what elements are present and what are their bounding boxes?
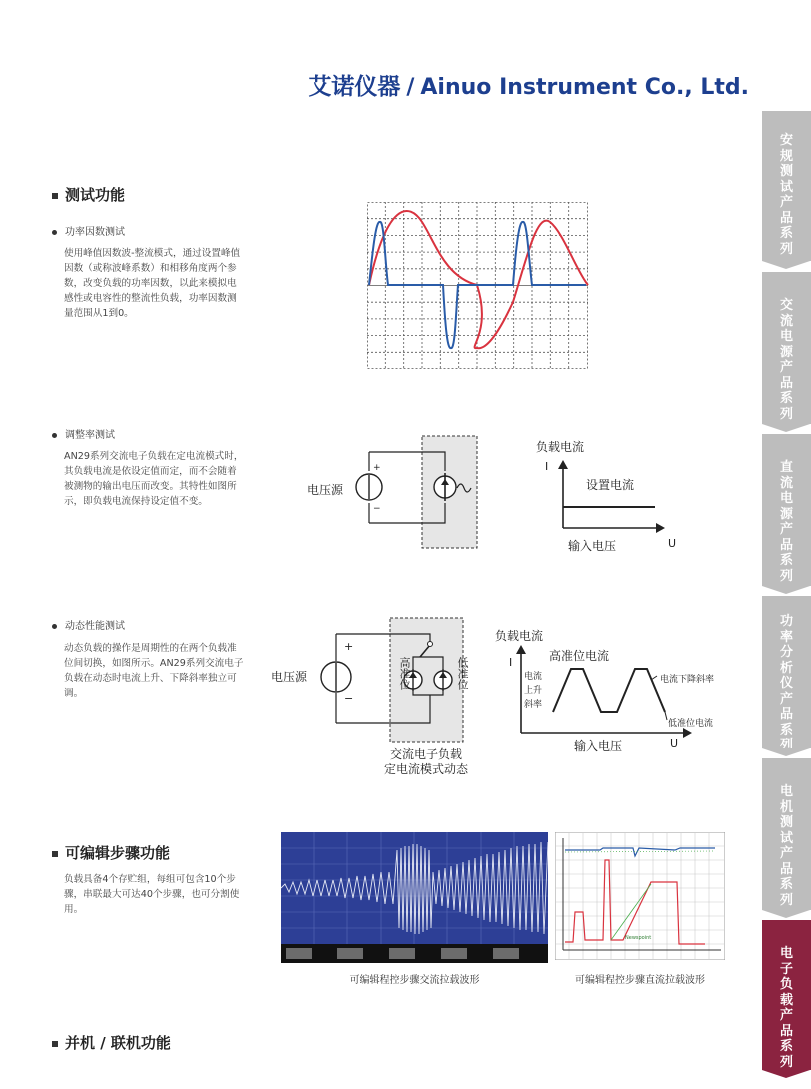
dyn-caption-1: 交流电子负载: [390, 747, 463, 761]
section-title-test: 测试功能: [52, 184, 125, 205]
regulation-graph: [540, 455, 670, 535]
dyn-graph-rise3: 斜率: [524, 700, 543, 710]
dyn-graph-rise2: 上升: [524, 686, 543, 696]
dyn-voltage-source-label: 电压源: [271, 670, 308, 684]
subtitle-power-factor: 功率因数测试: [52, 223, 125, 238]
brand-separator: /: [406, 75, 415, 100]
power-factor-text: 使用峰值因数波-整流模式，通过设置峰值因数（或称波峰系数）和相移角度两个参数，改变负载的功率因数，以此来模拟电感性或电容性的整流性负载，功率因数测量范围从1到0。: [64, 248, 241, 319]
brand-header: [308, 68, 749, 101]
reg-graph-xlabel: 输入电压: [568, 539, 617, 553]
tab-motor-test[interactable]: [762, 758, 811, 910]
tab-label: 功率分析仪产品系列: [779, 614, 793, 753]
dyn-low-level: 低准位: [456, 657, 469, 690]
voltage-sine-wave: [369, 211, 588, 348]
dyn-plus: +: [344, 640, 354, 653]
ac-waveform-screen: [281, 832, 548, 963]
dyn-graph-i: I: [509, 656, 513, 669]
tab-label: 安规测试产品系列: [779, 133, 793, 257]
dc-waveform-screen: [555, 832, 725, 960]
dyn-graph-high: 高准位电流: [549, 649, 610, 663]
reg-graph-setting: 设置电流: [586, 478, 635, 492]
tab-label: 交流电源产品系列: [779, 298, 793, 422]
reg-minus: −: [373, 504, 381, 514]
subtitle-dynamic: 动态性能测试: [52, 617, 125, 632]
brand-en: Ainuo Instrument Co., Ltd.: [420, 75, 749, 100]
dc-marker-label: Newspoint: [625, 935, 652, 941]
dyn-high-level: 高准位: [398, 657, 411, 690]
dynamic-text: 动态负载的操作是周期性的在两个负载准位间切换，如图所示。AN29系列交流电子负载在动态时电流上升、下降斜率独立可调。: [64, 643, 244, 699]
reg-graph-u: U: [668, 537, 677, 550]
tab-label: 电子负载产品系列: [779, 946, 793, 1070]
reg-graph-ylabel: 负载电流: [536, 440, 585, 454]
tab-label: 电机测试产品系列: [779, 784, 793, 908]
tab-ac-power[interactable]: [762, 272, 811, 424]
power-factor-waveform: [367, 202, 589, 370]
programmable-text: 负载具备4个存贮组，每组可包含10个步骤，串联最大可达40个步骤，也可分割使用。: [64, 874, 240, 915]
regulation-text: AN29系列交流电子负载在定电流模式时，其负载电流是依设定值而定，而不会随着被测物的输出电压而改变。其特性如图所示，即负载电流保持设定值不变。: [64, 451, 244, 507]
reg-voltage-source-label: 电压源: [307, 483, 344, 497]
dyn-graph-low: 低准位电流: [668, 719, 714, 729]
dyn-graph-xlabel: 输入电压: [574, 739, 623, 753]
tab-electronic-load[interactable]: [762, 920, 811, 1070]
dynamic-trapezoid-wave: [553, 669, 665, 712]
dc-waveform-caption: 可编辑程控步骤直流拉载波形: [575, 975, 705, 986]
current-pulse-wave: [369, 222, 586, 348]
tab-label: 直流电源产品系列: [779, 460, 793, 584]
reg-graph-i: I: [545, 460, 549, 473]
reg-plus: +: [373, 463, 381, 473]
tab-safety[interactable]: [762, 111, 811, 261]
dyn-graph-fall: 电流下降斜率: [660, 675, 715, 685]
tab-dc-power[interactable]: [762, 434, 811, 586]
subtitle-regulation: 调整率测试: [52, 426, 115, 441]
ac-waveform-caption: 可编辑程控步骤交流拉载波形: [349, 975, 480, 986]
section-title-programmable: 可编辑步骤功能: [52, 842, 170, 863]
tab-power-analyzer[interactable]: [762, 596, 811, 753]
dynamic-circuit-diagram: [300, 615, 470, 745]
dyn-graph-u: U: [670, 737, 679, 750]
dyn-caption-2: 定电流模式动态: [384, 762, 469, 776]
dyn-graph-ylabel: 负载电流: [495, 629, 544, 643]
dyn-minus: −: [344, 692, 354, 705]
dyn-graph-rise1: 电流: [524, 672, 543, 682]
section-title-parallel: 并机 / 联机功能: [52, 1032, 171, 1053]
brand-cn: 艾诺仪器: [308, 74, 401, 100]
